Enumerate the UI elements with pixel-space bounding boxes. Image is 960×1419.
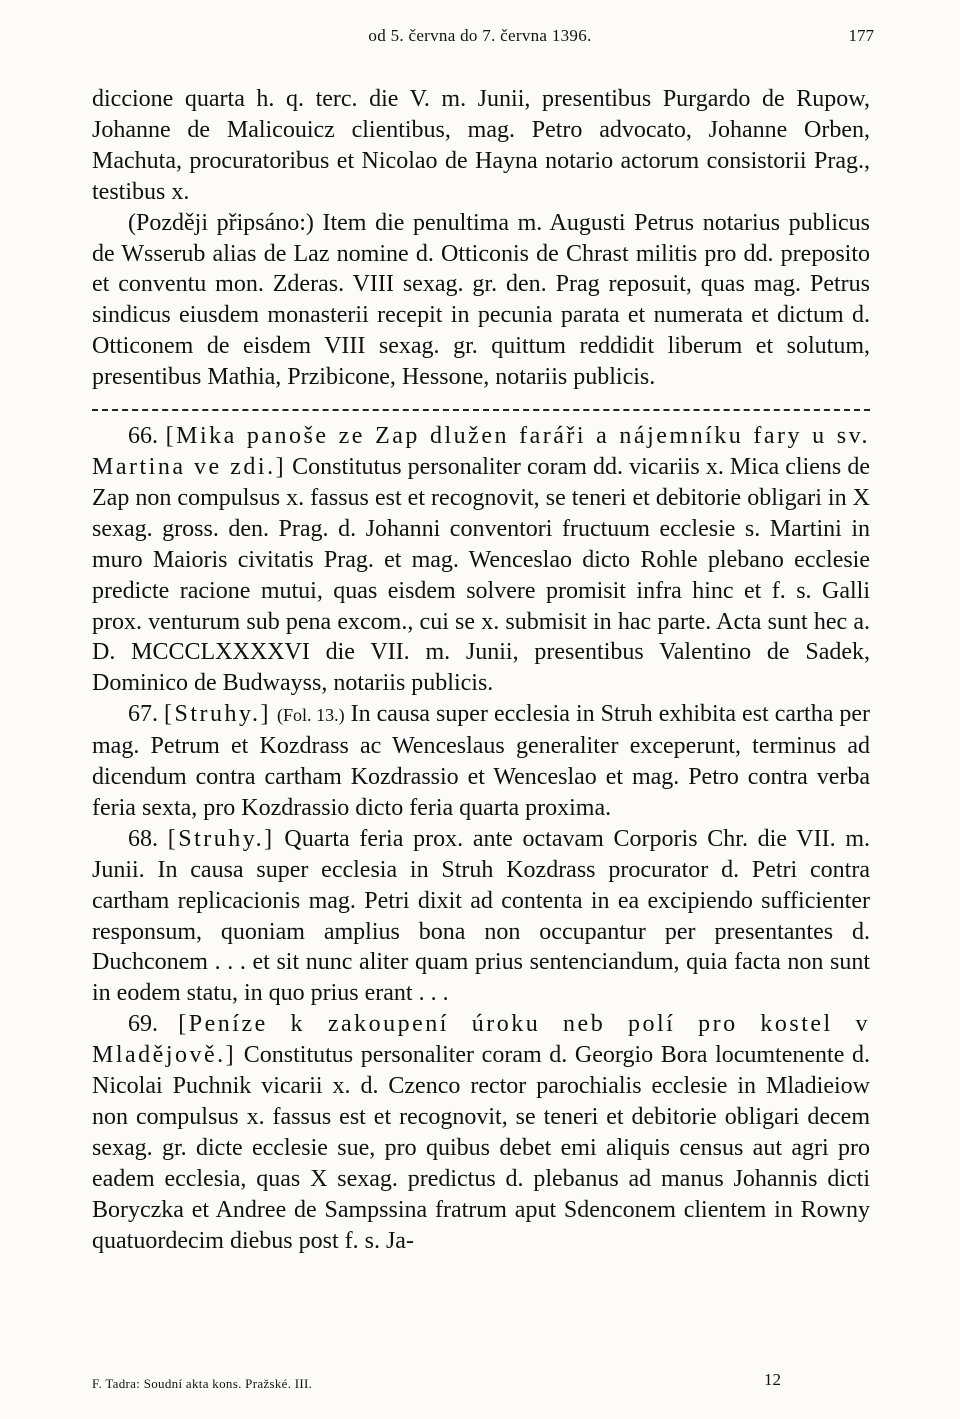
paragraph-continuation: diccione quarta h. q. terc. die V. m. Junii, presentibus Purgardo de Rupow, Johanne de Malicouicz clientibus, mag. Petro advocato, Johanne Orben, Machuta, procuratoribus et Nicolao de Hayna notario actorum consistorii Prag., testibus x.: [92, 86, 870, 205]
entry-68-heading: [Struhy.]: [167, 825, 275, 852]
entry-66-text: Constitutus personaliter coram dd. vicariis x. Mica cliens de Zap non compulsus x. fassus est et recognovit, se teneri et debitorie obligari in X sexag. gross. den. Prag. d. Johanni conventori fructuum ecclesie s. Martini in muro Maioris civitatis Prag. et mag. Wenceslao dicto Rohle plebano ecclesie predicte racione mutui, quas eisdem solvere promisit infra hinc et f. s. Galli prox. venturum sub pena excom., cui se x. submisit in hac parte. Acta sunt hec a. D. MCCCLXXXXVI die VII. m. Junii, presentibus Valentino de Sadek, Dominico de Budwayss, notariis publicis.: [92, 453, 870, 697]
entry-66-heading: [Mika panoše ze Zap dlužen faráři a nájemníku fary u sv. Martina ve zdi.]: [92, 423, 871, 480]
dashed-divider: [92, 409, 870, 411]
entry-68-text: Quarta feria prox. ante octavam Corporis Chr. die VII. m. Junii. In causa super ecclesia in Struh Kozdrass procurator d. Petri contra cartham replicacionis mag. Petri dixit ad contenta in ea excipiendo sufficienter responsum, quoniam amplius bona non occupantur per presentantes d. Duchconem . . . et sit nunc aliter quam prius sentenciandum, quia facta non sunt in eodem statu, in quo prius erant . . .: [92, 825, 871, 1007]
entry-67: [92, 699, 870, 824]
page-footer: [92, 1370, 792, 1400]
entry-67-heading: [Struhy.]: [164, 701, 271, 728]
entry-69-text: Constitutus personaliter coram d. Georgio Bora locumtenente d. Nicolai Puchnik vicarii x. d. Czenco rector parochialis ecclesie in Mladieiow non compulsus x. fassus est et recognovit, se teneri et debitorie obligari decem sexag. gr. dicte ecclesie sue, pro quibus debet emi aliquis census aut agri pro eadem ecclesia, quas X sexag. predictus d. plebanus ad manus Johannis dicti Boryczka et Andree de Sampssina fratrum aput Sdenconem clientem in Rowny quatuordecim diebus post f. s. Ja-: [92, 1042, 870, 1254]
sheet-number: 12: [764, 1370, 781, 1389]
entry-69-heading: [Peníze k zakoupení úroku neb polí pro kostel v Mladějově.]: [92, 1011, 871, 1069]
main-text: [92, 84, 870, 1257]
paragraph-later-addition: (Později připsáno:) Item die penultima m. Augusti Petrus notarius publicus de Wsserub alias de Laz nomine d. Otticonis de Chrast militis pro dd. preposito et conventu mon. Zderas. VIII sexag. gr. den. Prag reposuit, quas mag. Petrus sindicus eiusdem monasterii recepit in pecunia parata et numerata et dictum d. Otticonem de eisdem VIII sexag. gr. quittum reddidit liberum et solutum, presentibus Mathia, Przibicone, Hessone, notariis publicis.: [92, 209, 870, 391]
page-header: [0, 26, 960, 56]
entry-69: [92, 1009, 870, 1256]
entry-68-number: 68.: [128, 825, 158, 852]
page-number: 177: [848, 26, 874, 45]
entry-68: [92, 824, 870, 1009]
entry-69-number: 69.: [128, 1011, 158, 1038]
printer-signature: F. Tadra: Soudní akta kons. Pražské. III.: [92, 1376, 313, 1391]
running-title: od 5. června do 7. června 1396.: [368, 26, 592, 45]
entry-67-folio-note: (Fol. 13.): [277, 705, 345, 726]
entry-67-number: 67.: [128, 701, 158, 728]
entry-67-text: In causa super ecclesia in Struh exhibita est cartha per mag. Petrum et Kozdrass ac Wenceslaus generaliter exceperunt, terminus ad dicendum contra cartham Kozdrassio et Wenceslao et mag. Petro contra verba feria sexta, pro Kozdrassio dicto feria quarta proxima.: [92, 701, 871, 821]
entry-66-number: 66.: [128, 423, 158, 450]
entry-66: [92, 421, 870, 699]
